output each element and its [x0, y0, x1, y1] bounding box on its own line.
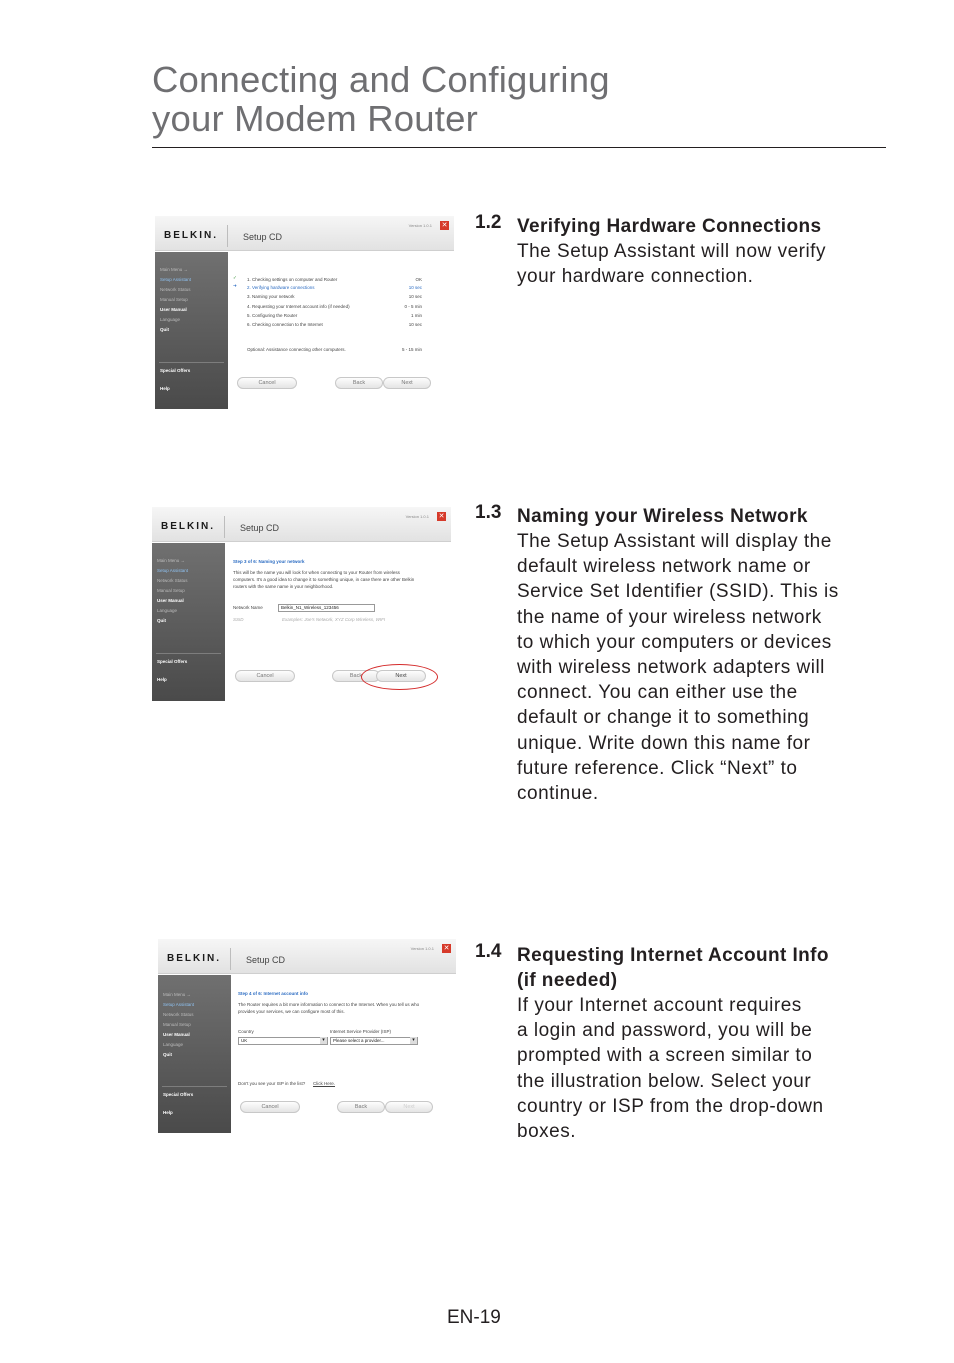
step-time: 10 sec	[408, 322, 422, 327]
step-label: 3. Naming your network	[247, 294, 295, 299]
page-number: EN-19	[447, 1307, 501, 1328]
sidebar-item-quit[interactable]: Quit	[157, 618, 166, 623]
next-button[interactable]: Next	[385, 1101, 433, 1113]
sidebar-item-special-offers[interactable]: Special Offers	[157, 659, 188, 664]
app-sidebar	[152, 543, 225, 701]
arrow-right-icon: ➜	[233, 283, 237, 288]
title-rule	[152, 147, 886, 148]
screenshot-internet-account	[158, 939, 456, 1133]
app-header	[155, 216, 454, 251]
section-number: 1.2	[475, 212, 502, 233]
app-name: Setup CD	[243, 232, 283, 242]
step-description: computers. It's a good idea to change it to something unique, in case there are other Belkin	[233, 577, 415, 582]
sidebar-item-network-status[interactable]: Network Status	[160, 287, 191, 292]
step-label: 5. Configuring the Router	[247, 313, 298, 318]
step-label: 1. Checking settings on computer and Router	[247, 277, 338, 282]
sidebar-item-help[interactable]: Help	[157, 677, 167, 682]
step-title: Step 3 of 6: Naming your network	[233, 559, 305, 564]
step-description: The Router requires a bit more information to connect to the Internet. When you tell us who	[238, 1002, 420, 1007]
version-label: Version 1.0.1	[405, 514, 429, 519]
sidebar-item-help[interactable]: Help	[160, 386, 170, 391]
country-select[interactable]: UK ▾	[238, 1037, 328, 1045]
section-heading: Naming your Wireless Network	[517, 506, 808, 527]
country-label: Country	[238, 1029, 254, 1034]
app-name: Setup CD	[240, 523, 280, 533]
sidebar-divider	[162, 1086, 227, 1087]
step-title: Step 4 of 6: Internet account info	[238, 991, 309, 996]
sidebar-item-user-manual[interactable]: User Manual	[160, 307, 187, 312]
section-number: 1.3	[475, 502, 502, 523]
step-time: 1 min	[410, 313, 422, 318]
sidebar-item-manual-setup[interactable]: Manual Setup	[163, 1022, 191, 1027]
app-header	[152, 507, 451, 542]
sidebar-item-main-menu[interactable]: Main Menu →	[157, 558, 186, 563]
step-description: This will be the name you will look for when connecting to your Router from wireless	[233, 570, 400, 575]
page-title-line-1: Connecting and Configuring	[152, 59, 610, 100]
highlight-ellipse	[361, 664, 438, 690]
section-number: 1.4	[475, 941, 502, 962]
app-header	[158, 939, 456, 974]
back-button[interactable]: Back	[332, 670, 380, 682]
close-icon[interactable]: ✕	[441, 222, 448, 229]
sidebar-item-language[interactable]: Language	[163, 1042, 184, 1047]
step-label: 2. Verifying hardware connections	[247, 285, 315, 290]
belkin-logo: BELKIN.	[167, 953, 221, 964]
network-name-input[interactable]: Belkin_N1_Wireless_123456	[278, 604, 375, 612]
section-text: The Setup Assistant will display the default wireless network name or Service Set Identifier (SSID). This is the name of your wireless network to which your computers or devices with wireless network adapters will connect. You can either use the default or change it to something unique. Write down this name for future reference. Click “Next” to continue.	[517, 531, 839, 805]
sidebar-item-help[interactable]: Help	[163, 1110, 173, 1115]
sidebar-item-main-menu[interactable]: Main Menu →	[163, 992, 192, 997]
step-time: 10 sec	[408, 285, 422, 290]
sidebar-item-network-status[interactable]: Network Status	[163, 1012, 194, 1017]
back-button[interactable]: Back	[337, 1101, 385, 1113]
cancel-button[interactable]: Cancel	[235, 670, 295, 682]
back-button[interactable]: Back	[335, 377, 383, 389]
app-name: Setup CD	[246, 955, 286, 965]
cancel-button[interactable]: Cancel	[240, 1101, 300, 1113]
step-label: 4. Requesting your Internet account info (if needed)	[247, 304, 350, 309]
sidebar-divider	[156, 653, 221, 654]
close-icon[interactable]: ✕	[443, 945, 450, 952]
step-label: 6. Checking connection to the Internet	[247, 322, 323, 327]
sidebar-item-quit[interactable]: Quit	[160, 327, 169, 332]
sidebar-divider	[159, 362, 224, 363]
belkin-logo: BELKIN.	[161, 521, 215, 532]
sidebar-item-manual-setup[interactable]: Manual Setup	[157, 588, 185, 593]
step-time: 0 - 5 min	[404, 304, 422, 309]
app-sidebar	[158, 975, 231, 1133]
ssid-label: SSID	[233, 617, 244, 622]
sidebar-item-main-menu[interactable]: Main Menu →	[160, 267, 189, 272]
sidebar-item-setup-assistant[interactable]: Setup Assistant	[157, 568, 189, 573]
version-label: Version 1.0.1	[408, 223, 432, 228]
next-button[interactable]: Next	[383, 377, 431, 389]
click-here-link[interactable]: Click Here.	[313, 1081, 336, 1086]
version-label: Version 1.0.1	[410, 946, 434, 951]
step-description: routers with the same name in your neighborhood.	[233, 584, 334, 589]
screenshot-verifying-hardware	[155, 216, 454, 409]
sidebar-item-setup-assistant[interactable]: Setup Assistant	[160, 277, 192, 282]
sidebar-item-manual-setup[interactable]: Manual Setup	[160, 297, 188, 302]
sidebar-item-user-manual[interactable]: User Manual	[163, 1032, 190, 1037]
page-title	[152, 60, 852, 138]
close-icon[interactable]: ✕	[438, 513, 445, 520]
belkin-logo: BELKIN.	[164, 230, 218, 241]
step-time: OK	[415, 277, 422, 282]
sidebar-item-language[interactable]: Language	[157, 608, 178, 613]
sidebar-item-network-status[interactable]: Network Status	[157, 578, 188, 583]
isp-not-listed-text: Don't you see your ISP in the list?	[238, 1081, 306, 1086]
network-name-label: Network Name	[233, 605, 263, 610]
check-icon: ✓	[233, 275, 237, 280]
step-description: provides your services, we can configure most of this.	[238, 1009, 345, 1014]
screenshot-naming-network	[152, 507, 451, 701]
sidebar-item-special-offers[interactable]: Special Offers	[160, 368, 191, 373]
next-button[interactable]: Next	[376, 670, 426, 682]
section-text: The Setup Assistant will now verify your hardware connection.	[517, 241, 826, 288]
sidebar-item-quit[interactable]: Quit	[163, 1052, 172, 1057]
page-title-line-2: your Modem Router	[152, 98, 478, 139]
header-divider	[230, 948, 231, 970]
section-text: If your Internet account requires a login and password, you will be prompted with a screen similar to the illustration below. Select your country or ISP from the drop-down boxes.	[517, 995, 824, 1143]
cancel-button[interactable]: Cancel	[237, 377, 297, 389]
optional-label: Optional: Assistance connecting other computers.	[247, 347, 346, 352]
section-heading: Requesting Internet Account Info (if needed)	[517, 945, 829, 991]
section-heading: Verifying Hardware Connections	[517, 216, 822, 237]
isp-label: Internet Service Provider (ISP)	[330, 1029, 392, 1034]
sidebar-item-language[interactable]: Language	[160, 317, 181, 322]
header-divider	[224, 516, 225, 538]
sidebar-item-user-manual[interactable]: User Manual	[157, 598, 184, 603]
isp-select[interactable]: Please select a provider... ▾	[330, 1037, 418, 1045]
sidebar-item-setup-assistant[interactable]: Setup Assistant	[163, 1002, 195, 1007]
step-time: 10 sec	[408, 294, 422, 299]
optional-time: 5 - 15 min	[401, 347, 422, 352]
app-sidebar	[155, 252, 228, 409]
sidebar-item-special-offers[interactable]: Special Offers	[163, 1092, 194, 1097]
ssid-example: Examples: Joe's Network, XYZ Corp Wireless, WIFI	[282, 617, 386, 622]
header-divider	[227, 225, 228, 247]
